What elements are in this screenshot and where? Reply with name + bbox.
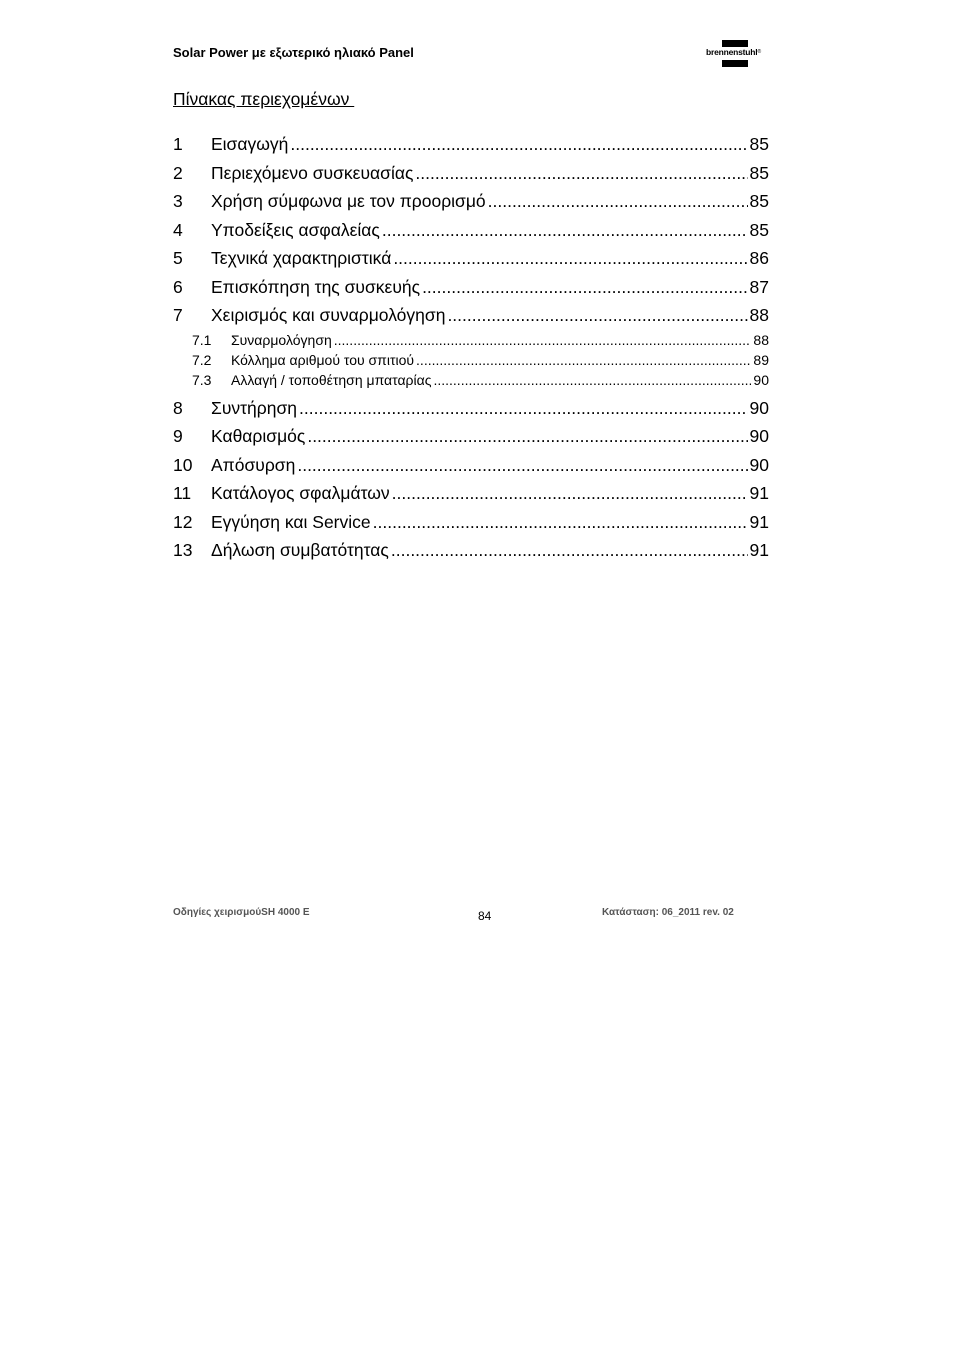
toc-entry-page: 90 [749, 426, 769, 446]
logo-bar-top [722, 40, 748, 47]
toc-entry-number: 9 [173, 426, 183, 446]
toc-entry-number: 7.2 [192, 351, 212, 368]
toc-entry-number: 5 [173, 248, 183, 268]
toc-entry-number: 7.3 [192, 371, 212, 388]
toc-entry-number: 7 [173, 305, 183, 325]
toc-entry-number: 8 [173, 397, 183, 418]
toc-entry-title: Δήλωση συμβατότητας [211, 540, 389, 560]
toc-entry-7-1[interactable] [173, 330, 769, 350]
toc-entry-title: Χειρισμός και συναρμολόγηση [211, 305, 446, 325]
toc-entry-title: Κόλλημα αριθμού του σπιτιού [231, 351, 415, 368]
toc-entry-title: Συναρμολόγηση [231, 331, 332, 348]
toc-entry-page: 90 [749, 454, 769, 475]
toc-entry-title: Εισαγωγή [211, 134, 289, 154]
toc-entry-page: 88 [753, 331, 769, 348]
toc-entry-page: 85 [749, 134, 769, 154]
toc-entry-page: 90 [749, 397, 769, 418]
toc-entry-6[interactable] [173, 273, 769, 302]
toc-entry-11[interactable] [173, 479, 769, 508]
toc-entry-title: Επισκόπηση της συσκευής [211, 276, 421, 297]
toc-entry-number: 10 [173, 454, 193, 475]
toc-entry-title: Απόσυρση [211, 454, 296, 475]
toc-dot-leader [334, 330, 752, 350]
toc-entry-10[interactable] [173, 451, 769, 480]
toc-dot-leader [393, 244, 747, 273]
toc-entry-4[interactable] [173, 216, 769, 245]
toc-dot-leader [297, 451, 747, 480]
toc-entry-page: 85 [749, 162, 769, 183]
toc-entry-page: 91 [749, 511, 769, 532]
toc-dot-leader [307, 422, 747, 451]
toc-entry-title: Υποδείξεις ασφαλείας [211, 219, 380, 240]
toc-entry-page: 89 [753, 351, 769, 368]
toc-entry-page: 91 [749, 483, 769, 503]
toc-entry-7-3[interactable] [173, 370, 769, 390]
toc-entry-8[interactable] [173, 394, 769, 423]
toc-dot-leader [488, 187, 748, 216]
toc-dot-leader [392, 479, 748, 508]
toc-entry-13[interactable] [173, 536, 769, 565]
toc-dot-leader [415, 159, 747, 188]
logo-bar-bottom [722, 60, 748, 67]
toc-dot-leader [299, 394, 748, 423]
footer-revision-status: Κατάσταση: 06_2011 rev. 02 [602, 907, 734, 918]
toc-entry-page: 86 [749, 248, 769, 268]
toc-entry-1[interactable] [173, 130, 769, 159]
document-header-title: Solar Power με εξωτερικό ηλιακό Panel [173, 45, 414, 60]
toc-entry-page: 85 [749, 191, 769, 211]
toc-entry-number: 11 [173, 483, 192, 503]
toc-entry-page: 91 [749, 540, 769, 560]
toc-entry-page: 90 [753, 371, 769, 388]
toc-dot-leader [422, 273, 747, 302]
toc-entry-number: 2 [173, 162, 183, 183]
toc-dot-leader [391, 536, 748, 565]
logo-wordmark: brennenstuhl® [706, 47, 761, 57]
toc-dot-leader [382, 216, 748, 245]
toc-entry-5[interactable] [173, 244, 769, 273]
toc-dot-leader [447, 301, 747, 330]
logo-text: brennenstuhl [706, 47, 758, 57]
toc-dot-leader [433, 370, 751, 390]
toc-entry-7[interactable] [173, 301, 769, 330]
toc-entry-number: 12 [173, 511, 193, 532]
toc-entry-title: Συντήρηση [211, 397, 298, 418]
toc-entry-title: Καθαρισμός [211, 426, 306, 446]
toc-entry-number: 1 [173, 134, 183, 154]
toc-heading: Πίνακας περιεχομένων [173, 89, 355, 109]
footer-document-name: Οδηγίες χειρισμούSH 4000 E [173, 907, 310, 918]
toc-entry-number: 7.1 [192, 331, 212, 348]
table-of-contents [173, 130, 769, 565]
toc-entry-7-2[interactable] [173, 350, 769, 370]
toc-entry-number: 13 [173, 540, 193, 560]
toc-entry-12[interactable] [173, 508, 769, 537]
footer-page-number: 84 [478, 909, 492, 923]
toc-entry-title: Χρήση σύμφωνα με τον προορισμό [211, 191, 486, 211]
toc-entry-title: Περιεχόμενο συσκευασίας [211, 162, 414, 183]
toc-entry-title: Τεχνικά χαρακτηριστικά [211, 248, 392, 268]
brand-logo [706, 40, 770, 68]
toc-entry-title: Εγγύηση και Service [211, 511, 371, 532]
toc-entry-number: 6 [173, 276, 183, 297]
toc-entry-number: 4 [173, 219, 183, 240]
toc-entry-3[interactable] [173, 187, 769, 216]
toc-entry-number: 3 [173, 191, 183, 211]
toc-entry-page: 87 [749, 276, 769, 297]
toc-entry-2[interactable] [173, 159, 769, 188]
toc-dot-leader [290, 130, 747, 159]
toc-entry-title: Κατάλογος σφαλμάτων [211, 483, 390, 503]
toc-dot-leader [416, 350, 751, 370]
toc-entry-9[interactable] [173, 422, 769, 451]
toc-entry-title: Αλλαγή / τοποθέτηση μπαταρίας [231, 371, 432, 388]
toc-entry-page: 88 [749, 305, 769, 325]
toc-entry-page: 85 [749, 219, 769, 240]
toc-dot-leader [373, 508, 748, 537]
